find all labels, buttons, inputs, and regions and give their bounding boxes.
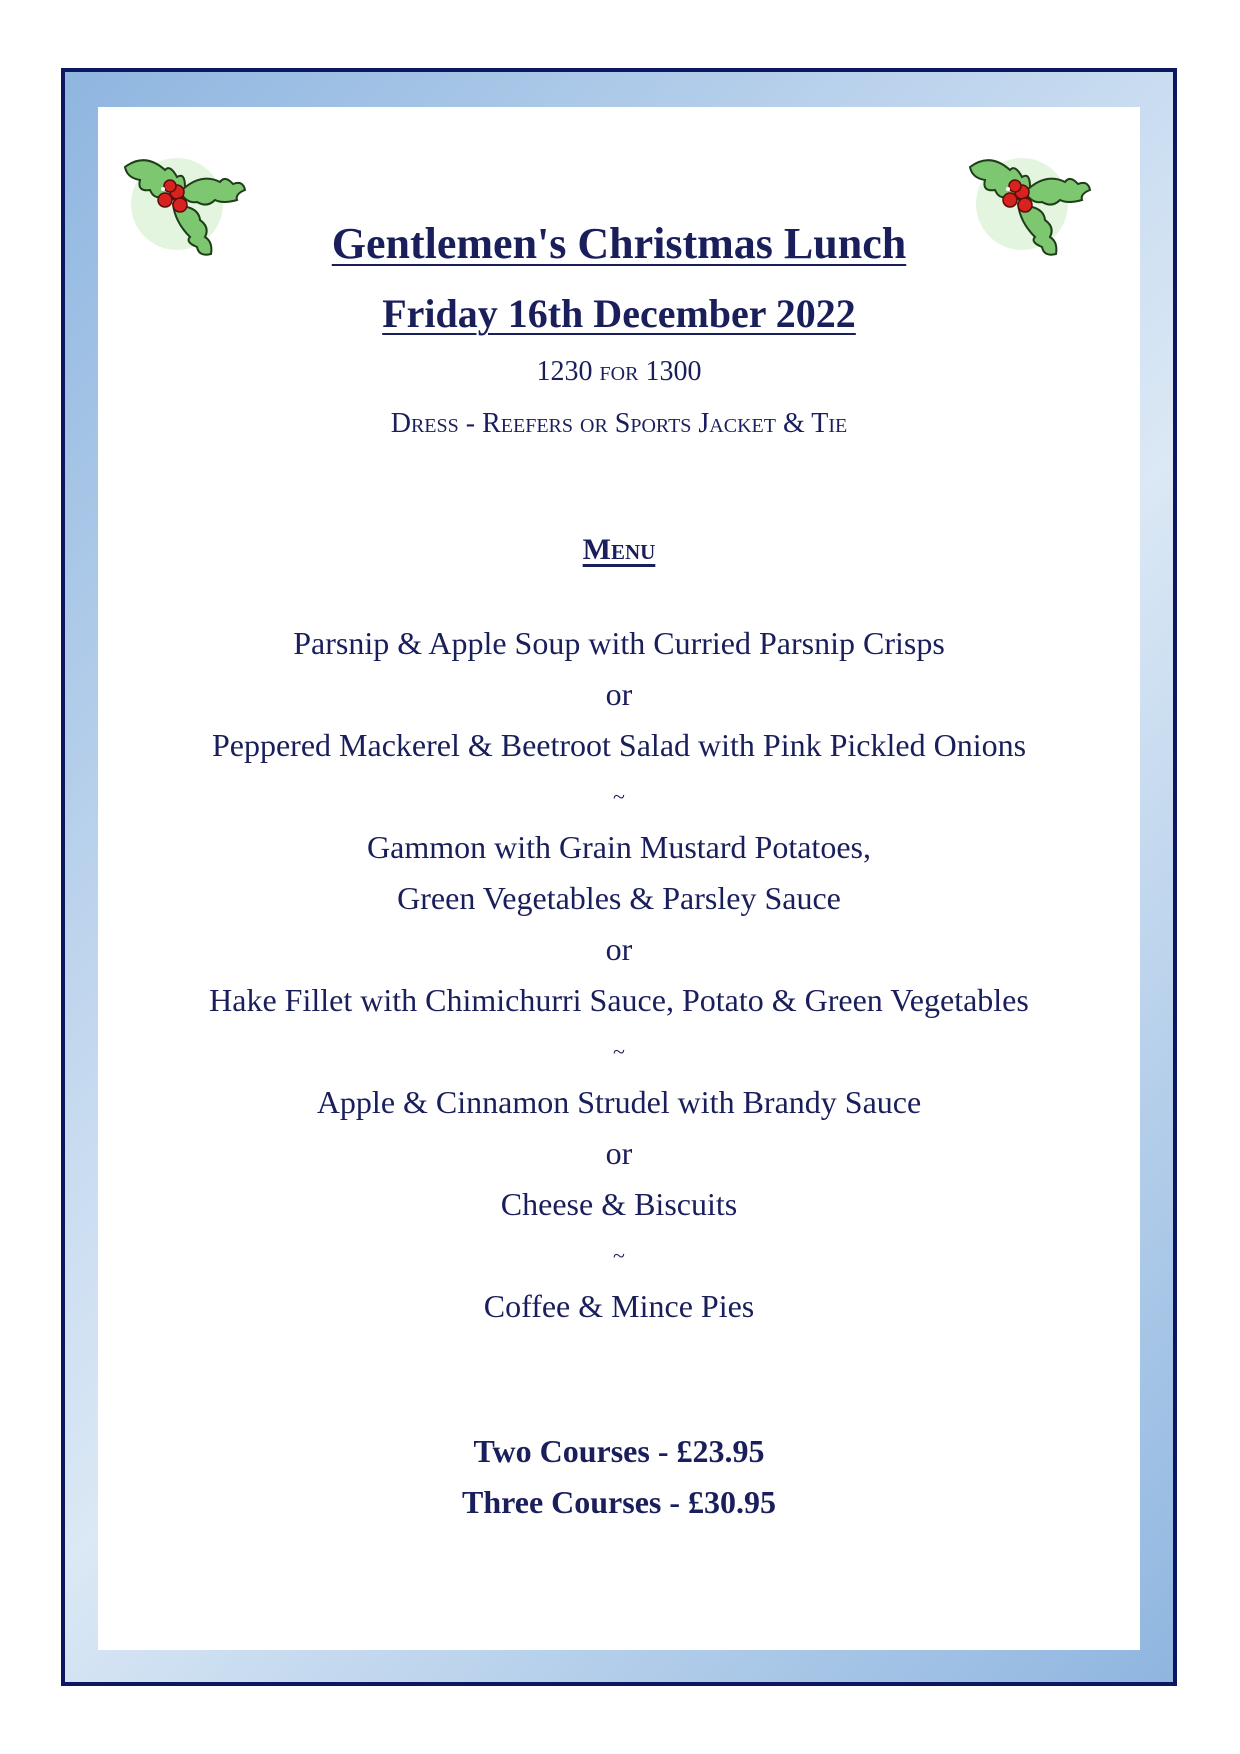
event-time: 1230 for 1300 <box>536 356 702 387</box>
price-three-courses: Three Courses - £30.95 <box>461 1484 777 1520</box>
price-list <box>98 1426 1140 1528</box>
dress-code: Dress - Reefers or Sports Jacket & Tie <box>390 408 848 439</box>
menu-item: Cheese & Biscuits <box>500 1186 738 1222</box>
menu-item: Gammon with Grain Mustard Potatoes, <box>367 829 871 865</box>
course-separator: ~ <box>613 1243 625 1268</box>
menu-item: Coffee & Mince Pies <box>483 1288 755 1324</box>
menu-item: Peppered Mackerel & Beetroot Salad with Pink Pickled Onions <box>211 727 1027 763</box>
menu-heading: Menu <box>582 533 656 566</box>
menu-item: Hake Fillet with Chimichurri Sauce, Potato & Green Vegetables <box>209 982 1029 1018</box>
menu-or: or <box>605 931 633 967</box>
course-separator: ~ <box>613 784 625 809</box>
menu-list <box>98 618 1140 1332</box>
menu-item: Green Vegetables & Parsley Sauce <box>397 880 841 916</box>
menu-or: or <box>605 676 633 712</box>
course-separator: ~ <box>613 1039 625 1064</box>
price-two-courses: Two Courses - £23.95 <box>473 1433 765 1469</box>
menu-item: Parsnip & Apple Soup with Curried Parsnip Crisps <box>293 625 945 661</box>
menu-item: Apple & Cinnamon Strudel with Brandy Sauce <box>316 1084 922 1120</box>
menu-or: or <box>605 1135 633 1171</box>
page-title: Gentlemen's Christmas Lunch <box>331 219 907 268</box>
event-date: Friday 16th December 2022 <box>382 291 856 336</box>
